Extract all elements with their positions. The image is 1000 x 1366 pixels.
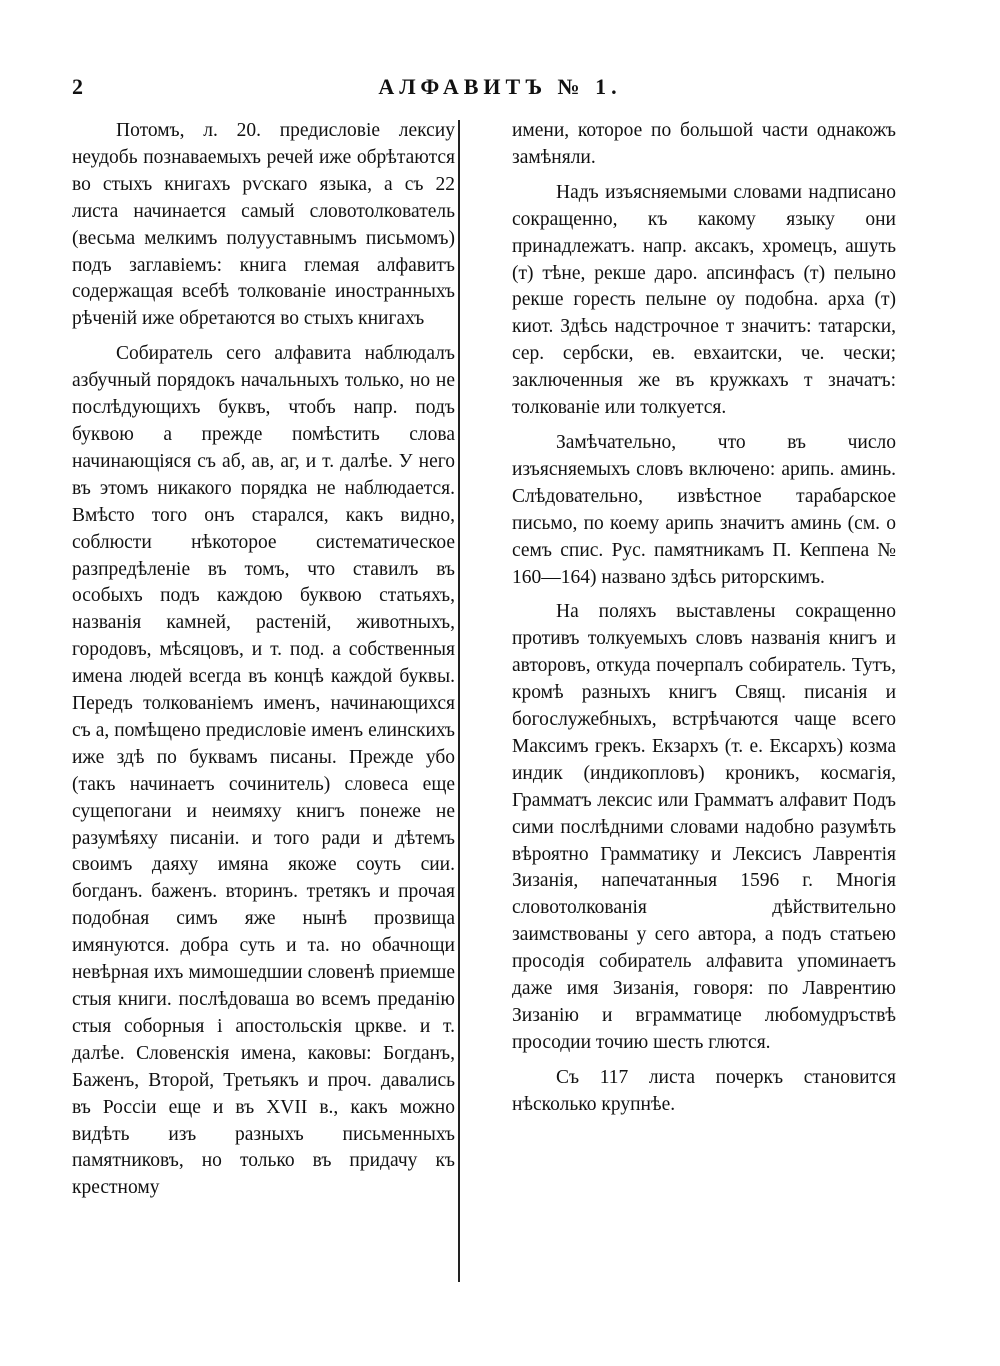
paragraph: Надъ изъясняемыми словами надписано сокращенно, къ какому языку они принадлежатъ. напр. аксакъ, хромецъ, ашуть (т) тѣне, рекше даро. апсинфасъ (т) пелыно рекше горесть пелыне оу подобна. арха (т) киот. Здѣсь надстрочное т значитъ: татарски, сер. сербски, ев. евхаитски, че. чески; заключенныя же въ кружкахъ т значатъ: толкованіе или толкуется.: [512, 181, 896, 419]
paragraph: Замѣчательно, что въ число изъясняемыхъ словъ включено: арипь. аминь. Слѣдовательно, извѣстное тарабарское письмо, по коему арипь значитъ аминь (см. о семъ спис. Рус. памятникамъ П. Кеппена № 160—164) названо здѣсь риторскимъ.: [512, 431, 896, 588]
paragraph: Съ 117 листа почеркъ становится нѣсколько крупнѣе.: [512, 1066, 896, 1115]
right-column: [512, 118, 896, 1119]
left-column: [72, 118, 455, 1202]
paragraph: имени, которое по большой части однакожъ замѣняли.: [512, 120, 896, 168]
running-title: АЛФАВИТЪ № 1.: [378, 74, 622, 99]
page-header: [0, 74, 1000, 104]
paragraph: Собиратель сего алфавита наблюдалъ азбучный порядокъ начальныхъ только, но не послѣдующихъ буквъ, чтобъ напр. подъ буквою а прежде помѣстить слова начинающіяся съ аб, ав, аг, и т. далѣе. У него въ этомъ никакого порядка не наблюдается. Вмѣсто того онъ старался, какъ видно, соблюсти нѣкоторое систематическое разпредѣленіе въ томъ, что ставилъ въ особыхъ подъ каждою буквою статьяхъ, названія камней, растеній, животныхъ, городовъ, мѣсяцовъ, и т. под. а собственныя имена людей всегда въ концѣ каждой буквы. Передъ толкованіемъ именъ, начинающихся съ а, помѣщено предисловіе именъ елинскихъ иже здѣ по буквамъ писаны. Прежде убо (такъ начинаетъ сочинитель) словеса еще сущепогани и неимяху книгъ понеже не разумѣяху писаніи. и того ради и дѣтемъ своимъ даяху имяна якоже соуть сии. богданъ. баженъ. вторинъ. третякъ и прочая подобная симъ яже нынѣ прозвища имянуются. добра суть и та. но обачнощи невѣрная ихъ мимошедшии словенѣ приемше стыя книги. послѣдоваша во всемъ преданію стыя соборныя і апостольскія цркве. и т. далѣе. Словенскія имена, каковы: Богданъ, Баженъ, Второй, Третьякъ и проч. давались въ Россіи еще и въ XVII в., какъ можно видѣть изъ разныхъ письменныхъ памятниковъ, но только въ придачу къ крестному: [72, 343, 455, 1199]
page-number: 2: [72, 74, 83, 99]
column-divider: [458, 120, 460, 1282]
paragraph: На поляхъ выставлены сокращенно противъ толкуемыхъ словъ названія книгъ и авторовъ, откуда почерпалъ собиратель. Тутъ, кромѣ разныхъ книгъ Свящ. писанія и богослужебныхъ, встрѣчаются чаще всего Максимъ грекъ. Екзархъ (т. е. Ексархъ) козма индик (индикопловъ) кроникъ, космагія, Грамматъ лексис или Грамматъ алфавит Подъ сими послѣдними словами надобно разумѣть вѣроятно Грамматику и Лексисъ Лаврентія Зизанія, напечатанныя 1596 г. Многія словотолкованія дѣйствительно заимствованы у сего автора, а подъ статьею просодія собиратель алфавита упоминаетъ даже имя Зизанія, говоря: по Лаврентию Зизанію и вграмматице любомудръствѣ просодии точию шесть глются.: [512, 601, 896, 1053]
paragraph: Потомъ, л. 20. предисловіе лексиу неудобь познаваемыхъ речей иже обрѣтаются во стыхъ книгахъ рѵскаго языка, а съ 22 листа начинается самый словотолкователь (весьма мелкимъ полууставнымъ письмомъ) подъ заглавіемъ: книга глемая алфавитъ содержащая всебѣ толкованіе иностранныхъ рѣченій иже обретаются во стыхъ книгахъ: [72, 120, 455, 330]
